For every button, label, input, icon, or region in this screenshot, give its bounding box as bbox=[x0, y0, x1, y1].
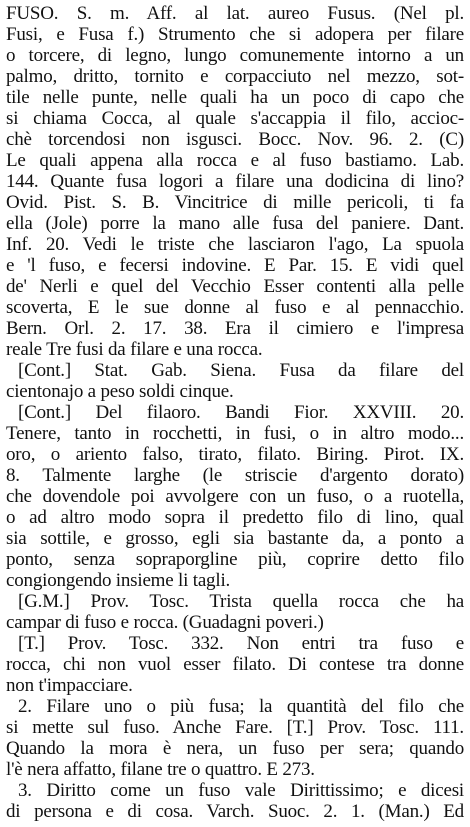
text-line: cientonajo a peso soldi cinque. bbox=[6, 381, 234, 402]
text-line: [Cont.] Del filaoro. Bandi Fior. XXVIII. 20. bbox=[18, 402, 464, 423]
text-line: congiongendo insieme li tagli. bbox=[6, 570, 231, 591]
text-line: chè torcendosi non isgusci. Bocc. Nov. 96. 2. (C) bbox=[6, 129, 464, 150]
text-line: [T.] Prov. Tosc. 332. Non entri tra fuso e bbox=[18, 633, 464, 654]
text-line: rocca, chi non vuol esser filato. Di contese tra donne bbox=[6, 654, 464, 675]
text-line: 8. Talmente larghe (le striscie d'argento dorato) bbox=[6, 465, 464, 486]
text-line: l'è nera affatto, filane tre o quattro. E 273. bbox=[6, 759, 315, 780]
text-line: che dovendole poi avvolgere con un fuso, o a ruotella, bbox=[6, 486, 464, 507]
text-line: scoverta, E le sue donne al fuso e al pennacchio. bbox=[6, 297, 464, 318]
text-line: si mette sul fuso. Anche Fare. [T.] Prov. Tosc. 111. bbox=[6, 717, 464, 738]
text-line: [G.M.] Prov. Tosc. Trista quella rocca che ha bbox=[18, 591, 464, 612]
text-line: palmo, dritto, tornito e corpacciuto nel mezzo, sot- bbox=[6, 66, 464, 87]
text-line: reale Tre fusi da filare e una rocca. bbox=[6, 339, 263, 360]
text-line: Bern. Orl. 2. 17. 38. Era il cimiero e l'impresa bbox=[6, 318, 464, 339]
text-line: 2. Filare uno o più fusa; la quantità del filo che bbox=[18, 696, 464, 717]
text-line: ella (Jole) porre la mano alle fusa del paniere. Dant. bbox=[6, 213, 464, 234]
text-line: 3. Diritto come un fuso vale Dirittissimo; e dicesi bbox=[18, 780, 464, 801]
text-line: o ad altro modo sopra il predetto filo di lino, qual bbox=[6, 507, 464, 528]
text-line: Ovid. Pist. S. B. Vincitrice di mille pericoli, ti fa bbox=[6, 192, 464, 213]
text-line: Tenere, tanto in rocchetti, in fusi, o in altro modo... bbox=[6, 423, 464, 444]
text-line: Fusi, e Fusa f.) Strumento che si adopera per filare bbox=[6, 24, 464, 45]
text-line: oro, o ariento falso, tirato, filato. Biring. Pirot. IX. bbox=[6, 444, 464, 465]
text-line: Quando la mora è nera, un fuso per sera; quando bbox=[6, 738, 464, 759]
text-line: FUSO. S. m. Aff. al lat. aureo Fusus. (Nel pl. bbox=[6, 3, 464, 24]
text-line: de' Nerli e quel del Vecchio Esser contenti alla pelle bbox=[6, 276, 464, 297]
text-line: campar di fuso e rocca. (Guadagni poveri.) bbox=[6, 612, 324, 633]
text-line: Le quali appena alla rocca e al fuso bastiamo. Lab. bbox=[6, 150, 464, 171]
text-line: di persona e di cosa. Varch. Suoc. 2. 1. (Man.) Ed bbox=[6, 801, 464, 822]
text-line: tile nelle punte, nelle quali ha un poco di capo che bbox=[6, 87, 464, 108]
text-line: ponto, senza sopraporgline più, coprire detto filo bbox=[6, 549, 464, 570]
text-line: o torcere, di legno, lungo comunemente intorno a un bbox=[6, 45, 464, 66]
text-line: sia sottile, e grosso, egli sia bastante da, a ponto a bbox=[6, 528, 464, 549]
text-line: 144. Quante fusa logori a filare una dodicina di lino? bbox=[6, 171, 464, 192]
text-line: non t'impacciare. bbox=[6, 675, 133, 696]
text-line: e 'l fuso, e fecersi indovine. E Par. 15. E vidi quel bbox=[6, 255, 464, 276]
text-line: [Cont.] Stat. Gab. Siena. Fusa da filare del bbox=[18, 360, 464, 381]
text-line: si chiama Cocca, al quale s'accappia il filo, accioc- bbox=[6, 108, 464, 129]
text-line: Inf. 20. Vedi le triste che lasciaron l'ago, La spuola bbox=[6, 234, 464, 255]
